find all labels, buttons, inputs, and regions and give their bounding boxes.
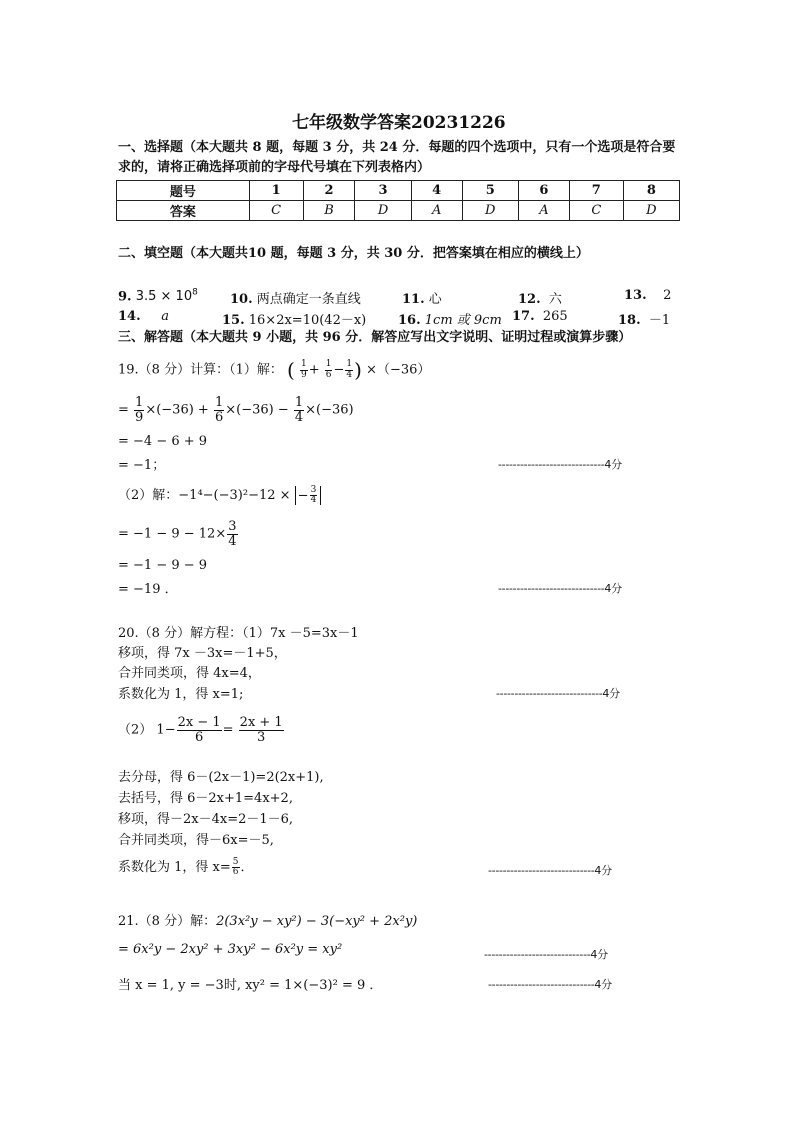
q19-step-3: = −1；: [118, 458, 166, 473]
q14-answer: a: [161, 309, 170, 324]
q18-answer: －1: [648, 313, 671, 328]
score-line: -----------------------------4分: [496, 687, 620, 700]
question-number: 2: [303, 181, 355, 201]
q-number: 13.: [624, 288, 647, 303]
q20-part-2-step-4: 合并同类项，得－6x=－5,: [118, 833, 274, 848]
q20-step-1: 移项，得 7x －3x=－1+5，: [118, 646, 287, 661]
section-2-heading: 二、填空题（本大题共10 题，每题 3 分，共 30 分．把答案填在相应的横线上）: [118, 246, 589, 261]
q-number: 10.: [230, 292, 253, 307]
q20-step-3: 系数化为 1，得 x=1;: [118, 687, 244, 702]
fraction: [294, 396, 304, 424]
section-1-heading: 一、选择题（本大题共 8 题，每题 3 分，共 24 分．每题的四个选项中，只有一个选项是符合要求的，请将正确选择项前的字母代号填在下列表格内）: [118, 140, 676, 175]
q12-answer: 六: [548, 292, 562, 307]
score-line: -----------------------------4分: [498, 458, 622, 471]
numerator: 1: [214, 395, 224, 410]
q9-base: 3.5 × 10: [135, 289, 193, 305]
page-title: 七年级数学答案20231226: [292, 113, 506, 133]
q-number: 16.: [398, 313, 421, 328]
score-line: -----------------------------4分: [498, 582, 622, 595]
answer-cell: B: [303, 201, 355, 221]
answer-q9: [118, 288, 198, 304]
question-number: 6: [518, 181, 569, 201]
q-number: 9.: [118, 289, 132, 305]
step-text: = −1 − 9 − 12×: [118, 526, 227, 542]
q20-part-2-step-3: 移项，得－2x－4x=2－1－6,: [118, 812, 294, 827]
q9-exponent: 8: [192, 288, 198, 298]
denominator: 6: [325, 369, 332, 380]
q15-answer: 16×2x=10(42－x): [248, 313, 367, 328]
fraction: [325, 360, 333, 380]
question-number: 1: [249, 181, 303, 201]
answer-q16: [398, 309, 502, 328]
table-row: [117, 181, 680, 201]
question-number: 7: [569, 181, 623, 201]
row-label-question: 题号: [117, 181, 250, 201]
answer-cell: D: [623, 201, 679, 221]
question-number: 5: [462, 181, 518, 201]
answer-q15: [222, 309, 366, 328]
q21-step-2: 当 x = 1, y = −3时, xy² = 1×(−3)² = 9 ．: [118, 978, 383, 993]
q19-part-2: [118, 484, 321, 505]
fraction: [177, 716, 222, 744]
q-number: 18.: [618, 313, 641, 328]
denominator: 6: [194, 729, 204, 745]
step-text: ×(−36) −: [225, 402, 293, 418]
q20-part-2-step-2: 去括号，得 6－2x+1=4x+2,: [118, 791, 293, 806]
question-number: 4: [411, 181, 462, 201]
expression: −1⁴−(−3)²−12 ×: [178, 488, 295, 503]
answer-q18: [618, 309, 670, 328]
numerator: 3: [310, 484, 317, 495]
answer-q12: [518, 288, 562, 307]
numerator: 1: [135, 395, 144, 410]
answer-q10: [230, 288, 361, 307]
row-label-answer: 答案: [117, 201, 250, 221]
q20-part-2-step-1: 去分母，得 6－(2x－1)=2(2x+1),: [118, 770, 324, 785]
answer-cell: C: [569, 201, 623, 221]
score-line: -----------------------------4分: [484, 948, 608, 961]
q9-answer: [136, 289, 198, 304]
numerator: 1: [300, 359, 307, 370]
q20-header: 20.（8 分）解方程：（1）7x －5=3x－1: [118, 626, 359, 641]
step-text: =: [118, 402, 134, 418]
answer-q14: [118, 309, 169, 324]
q20-part-2: [118, 716, 285, 744]
step-text: ×(−36): [305, 402, 354, 418]
q21-step-1: = 6x²y − 2xy² + 3xy² − 6x²y = xy²: [118, 942, 343, 957]
equals: =: [222, 722, 234, 738]
answer-q13: [624, 288, 671, 303]
numerator: 1: [325, 359, 332, 370]
q-number: 15.: [222, 313, 245, 328]
numerator: 2x − 1: [177, 715, 221, 730]
answer-table: [116, 180, 680, 221]
q21-label: 21.（8 分）解：: [118, 914, 217, 929]
answer-cell: D: [355, 201, 411, 221]
step-text: ×(−36) +: [145, 402, 213, 418]
q19-part-2-step-2: = −1 − 9 − 9: [118, 558, 208, 573]
q19-part-2-step-1: [118, 520, 239, 548]
q10-answer: 两点确定一条直线: [256, 292, 361, 307]
denominator: 4: [294, 409, 304, 425]
q19-part-2-step-3: = −19 ．: [118, 582, 178, 597]
q13-answer: 2: [663, 288, 672, 303]
numerator: 2x + 1: [239, 715, 283, 730]
section-3-heading: 三、解答题（本大题共 9 小题，共 96 分．解答应写出文字说明、证明过程或演算步骤）: [118, 330, 632, 345]
score-line: -----------------------------4分: [488, 864, 612, 877]
fraction: [227, 520, 237, 548]
fraction: [300, 360, 308, 380]
answer-q17: [512, 309, 568, 324]
fraction: [232, 858, 240, 878]
score-line: -----------------------------4分: [488, 978, 612, 991]
answer-cell: D: [462, 201, 518, 221]
fraction: [134, 396, 144, 424]
q19-header: 19.（8 分）计算：（1）解： ( $\frac{1}{9}$ + $\frac{1}{6}$ − $\frac{1}{4}$ ) ×（−36）: [118, 358, 431, 382]
q19-step-1: [118, 396, 354, 424]
fraction: [345, 360, 353, 380]
denominator: 4: [346, 369, 353, 380]
q20-part-2-step-5: [118, 856, 254, 877]
q-number: 11.: [402, 292, 425, 307]
absolute-value: − $\frac{3}{4}$: [295, 486, 322, 506]
step-text: ．: [240, 860, 254, 875]
q20-step-2: 合并同类项，得 4x=4，: [118, 666, 261, 681]
q17-answer: 265: [542, 309, 568, 324]
denominator: 9: [135, 409, 144, 425]
fraction: [214, 396, 224, 424]
paren-close: ): [354, 358, 362, 382]
question-number: 8: [623, 181, 679, 201]
q19-tail: ×（−36）: [366, 362, 431, 378]
paren-open: (: [287, 358, 295, 382]
q-number: 14.: [118, 309, 141, 324]
q19-step-2: = −4 − 6 + 9: [118, 434, 208, 449]
numerator: 1: [294, 395, 304, 410]
q16-answer: 1cm 或 9cm: [424, 313, 502, 328]
answer-cell: A: [518, 201, 569, 221]
numerator: 1: [346, 359, 353, 370]
question-number: 3: [355, 181, 411, 201]
q-number: 12.: [518, 292, 541, 307]
q11-answer: 心: [428, 292, 442, 307]
numerator: 5: [232, 856, 239, 867]
expression: 1−: [156, 722, 176, 738]
expression: 2(3x²y − xy²) − 3(−xy² + 2x²y): [216, 914, 418, 929]
fraction: [239, 716, 284, 744]
q19-label: 19.（8 分）计算：（1）解：: [118, 362, 283, 378]
denominator: 3: [257, 729, 266, 745]
denominator: 6: [232, 867, 239, 877]
part-label: （2）: [118, 722, 153, 738]
table-row: [117, 201, 680, 221]
denominator: 9: [300, 369, 307, 380]
fraction: [310, 486, 318, 506]
q-number: 17.: [512, 309, 535, 324]
denominator: 4: [310, 495, 317, 505]
answer-cell: C: [249, 201, 303, 221]
numerator: 3: [228, 519, 237, 534]
denominator: 6: [214, 409, 224, 425]
part-label: （2）解：: [118, 488, 179, 503]
answer-cell: A: [411, 201, 462, 221]
step-text: 系数化为 1，得 x=: [118, 860, 231, 875]
answer-q11: [402, 288, 442, 307]
q21-header: [118, 910, 417, 929]
denominator: 4: [228, 533, 237, 549]
